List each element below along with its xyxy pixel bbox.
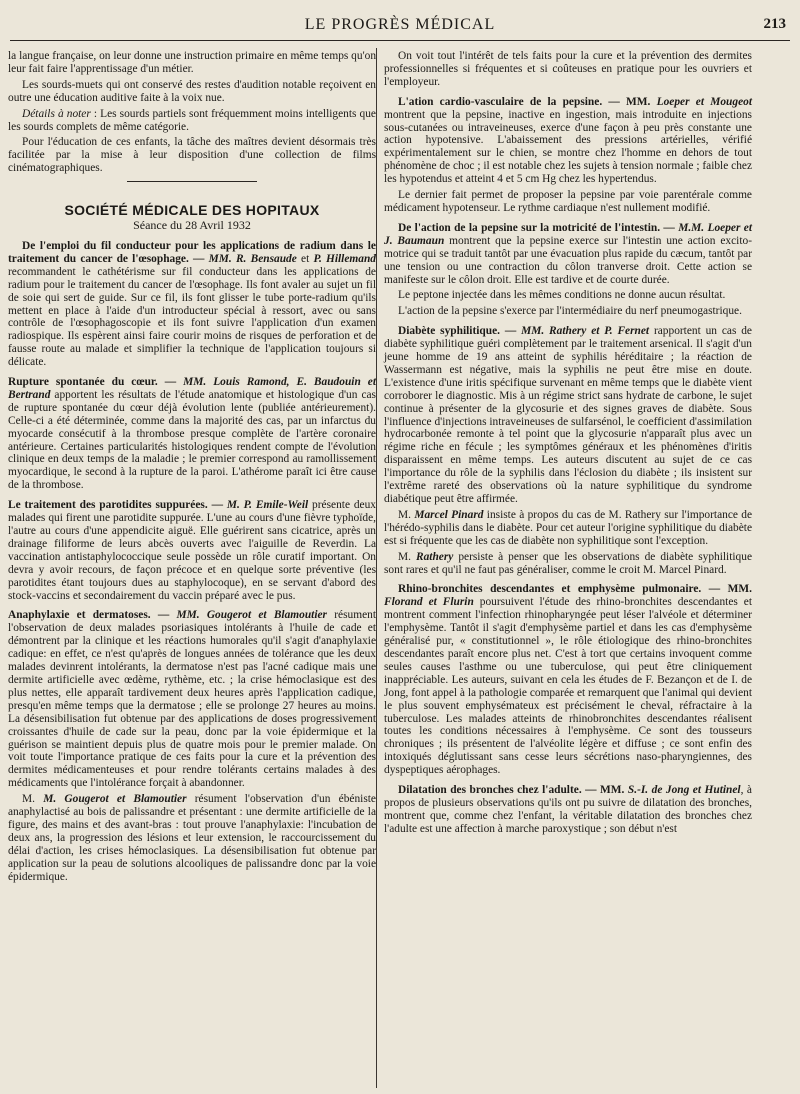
abstract-pinard [384,509,752,548]
abstract-text: persiste à penser que les observations de diabète syphilitique sont rares et qu'il ne faut pas généraliser, comme le croit M. Marcel Pinard. [384,550,753,576]
continuation-paragraph: On voit tout l'intérêt de tels faits pour la cure et la prévention des dermites professionnelles si fréquentes et si coûteuses en pratique pour les ouvriers et l'employeur. [384,50,752,88]
page-number: 213 [763,16,786,32]
intro-paragraph: Les sourds-muets qui ont conservé des restes d'audition notable reçoivent en outre une éducation auditive faite à la voix nue. [8,78,376,104]
abstract-title: Diabète syphilitique. — [398,325,522,338]
abstract-authors: MM. R. Bensaude [208,252,297,265]
abstract-anaphylaxie [8,609,376,790]
abstract-palissandre [8,793,376,883]
abstract-title: Rupture spontanée du cœur. — [8,376,184,389]
abstract-text: poursuivent l'étude des rhino-bronchites descendantes et montrent comment l'infection rhinopharyngée peut léser l'alvéole et déterminer l'emphysème. Tantôt il s'agit d'emphysème partiel et dans les cas d'emphysème généralisé pur, « constitutionnel », le rôle étiologique des rhino-bronchites descendantes paraît encore plus net. C'est à tort que certains invoquent comme seules causes l'asthme ou une tuberculose, qui peut être cliniquement inappréciable. Les auteurs, suivant en cela les études de F. Bezançon et de I. de Jong, font appel à la pathologie comparée et remarquent que l'animal qui devient le plus souvent emphysémateux est précisément le cheval, réfractaire à la tuberculose. Les malades atteints de rhinobronchites descendantes réalisent toutes les conditions nécessaires à l'emphysème. Ce sont des tousseurs chroniques ; ils présentent de l'alvéolite légère et diffuse ; ce sont enfin des intoxiqués déglutissant sans cesse leurs sécrétions naso-pharyngiennes, des dyspeptiques aérophages. [384,596,753,777]
details-label: Détails à noter [22,107,91,120]
intro-paragraph: la langue française, on leur donne une instruction primaire en même temps qu'on leur fait faire l'apprentissage d'un métier. [8,50,377,75]
abstract-authors: M.M. Loeper et J. Baumaun [384,221,752,247]
abstract-text: , à propos de plusieurs observations qu'ils ont pu suivre de dilatation des bronches, montrent que, comme chez l'enfant, la véritable dilatation des bronches chez l'adulte est une affection à marche paroxystique ; son début n'est [384,784,752,835]
abstract-parotidites [8,499,376,602]
abstract-title: L'ation cardio-vasculaire de la pepsine. — MM. [398,95,657,108]
abstract-authors: M. P. Emile-Weil [226,499,309,512]
abstract-lead: M. [22,793,44,806]
abstract-title: Rhino-bronchites descendantes et emphysème pulmonaire. — MM. [398,583,752,596]
journal-title: LE PROGRÈS MÉDICAL [304,16,496,33]
abstract-authors: Florand et Flurin [384,596,474,609]
details-text: : Les sourds partiels sont fréquemment moins intelligents que les sourds complets de même catégorie. [8,107,376,133]
abstract-authors: MM. Gougerot et Blamoutier [176,609,327,622]
abstract-lead: M. [398,550,416,563]
abstract-authors: Marcel Pinard [414,508,484,521]
section-rule [127,181,257,182]
abstract-title: De l'emploi du fil conducteur pour les applications de radium dans le traitement du cancer de l'œsophage. — [8,239,376,265]
abstract-authors: M. Gougerot et Blamoutier [43,793,187,806]
abstract-authors: MM. Rathery et P. Fernet [521,325,650,338]
column-divider [376,48,377,1088]
abstract-rupture [8,376,376,492]
abstract-title: Dilatation des bronches chez l'adulte. — MM. [398,784,628,797]
seance-date: Séance du 28 Avril 1932 [133,218,251,233]
abstract-connector: et [296,252,314,265]
abstract-text: présente deux malades qui firent une parotidite suppurée. L'une au cours d'une fièvre typhoïde, l'autre au cours d'une appendicite aiguë. Elle guérirent sans cicatrice, après un drainage filiforme de leurs abcès ouverts avec l'aiguille de Reverdin. La vaccination antistaphylococcique seule possède un rôle curatif important. On devra y avoir recours, de façon précoce et en quelque sorte préventive (les parotidites étant toujours dues au staphylocoque), en se servant d'abord des stock-vaccins et secondairement du vaccin préparé avec le pus. [8,499,377,602]
abstract-authors: Loeper et Mougeot [656,95,753,108]
abstract-text: résument l'observation de deux malades psoriasiques intolérants à l'huile de cade et démontrent par la clinique et les réactions humorales qu'il s'agit d'anaphylaxie cadique: en effet, ce n'est qu'après de longues années de tolérance que les deux malades devinrent intolérants, la dermatose n'est pas l'acné cadique mais une dermite artificielle avec œdème, rythème, etc. ; la crise hémoclasique est des plus nettes, elle apparaît tardivement deux heures après l'application cadique, presqu'en même temps que la dermatose ; elle se prolonge 27 heures au moins. La désensibilisation fut obtenue par des applications de doses progressivement croissantes d'huile de cade sur la peau, donc par la voie épidermique et la guérison se maintient depuis plus de quatre mois pour le premier malade. On voit toute l'importance pratique de ces faits pour la cure et la prévention des dermites médicamenteuses et pour rendre tolérants certains malades à des médicaments que l'intolérance forçait à abandonner. [8,609,376,790]
abstract-text: résument l'observation d'un ébéniste anaphylactisé au bois de palissandre et présentant : une dermite artificielle de la figure, des mains et des avant-bras : tout prouve l'anaphylaxie: l'incubation de deux ans, la progression des lésions et leur extension, le raccourcissement du délai d'action, les crises hémoclasiques. La désensibilisation fut obtenue par application sur la peau de solutions alcooliques de palissandre donc par la voie épidermique. [8,793,376,883]
films-paragraph: Pour l'éducation de ces enfants, la tâche des maîtres devient désormais très facilitée par la mise à leur disposition d'une collection de films cinématographiques. [8,136,376,175]
abstract-text: montrent que la pepsine, inactive en ingestion, mais introduite en injections sous-cutanées ou intraveineuses, exerce d'une façon à peu près constante une action hypotensive. L'abaissement des pressions artérielles, vérifié expérimentalement sur le chien, se montre chez l'homme en dehors de tout phénomène de choc ; il est notable chez les sujets à tension normale ; faible chez les hypotendus et atteint 4 et 5 cm Hg chez les hypertendus. [384,108,752,186]
abstract-authors: MM. Louis Ramond, E. Baudouin et Bertrand [8,376,376,401]
abstract-text: montrent que la pepsine exerce sur l'intestin une action excito-motrice qui se traduit tantôt par une évacuation plus rapide du cæcum, tantôt par une tension ou une contraction du côlon tranverse droit. Cette action se manifeste sur le côlon droit. Elle est tardive et de courte durée. [384,234,752,286]
details-paragraph [8,108,376,134]
abstract-diabete [384,325,752,506]
abstract-title: De l'action de la pepsine sur la motricité de l'intestin. — [398,221,679,234]
abstract-rhino-bronchites [384,583,752,777]
section-title: SOCIÉTÉ MÉDICALE DES HOPITAUX [64,202,320,219]
abstract-lead: M. [398,508,415,521]
abstract-pepsine-cardio-2: Le dernier fait permet de proposer la pepsine par voie parentérale comme médicament hypotenseur. Le rythme cardiaque n'est nullement modifié. [384,189,752,214]
abstract-text: apportent les résultats de l'étude anatomique et histologique d'un cas de rupture spontanée du cœur déjà évolution lente (publiée antérieurement). Celle-ci a été déterminée, comme dans la majorité des cas, par un infarctus du myocarde consécutif à la thrombose presque complète de l'artère coronaire antérieure. Certaines particularités histologiques rendent compte de l'évolution clinique en deux temps de la maladie ; le premier correspond au ramollissement myocardique, le second à la rupture de la paroi. L'athérome paraît ici être cause de la thrombose. [8,388,376,492]
abstract-text: rapportent un cas de diabète syphilitique guéri complètement par le traitement arsenical. Il s'agit d'un jeune homme de 19 ans atteint de syphilis héréditaire ; la réaction de Wassermann est négative, mais la syphilis ne peut être mise en doute. L'existence d'une iritis spécifique survenant en même temps que le diabète vient corroborer le diagnostic. Mis à un régime strict sans hydrate de carbone, le sujet continue à présenter de la glycosurie et des signes graves de diabète. Sous l'influence d'injections intraveineuses de sulfarsénol, le coefficient d'assimilation hydrocarbonée remonte à tel point que la glycosurie n'apparaît plus avec un régime riche en fécule ; les symptômes généraux et les phénomènes d'iritis disparaissent en même temps. Les auteurs discutent au sujet de ce cas l'importance du rôle de la syphilis dans l'éclosion du diabète ; ils insistent sur l'extrême rareté des observations où la nature syphilitique du syndrome diabétique peut être affirmée. [384,325,752,505]
abstract-pepsine-intestin-2: Le peptone injectée dans les mêmes conditions ne donne aucun résultat. [398,289,726,302]
abstract-authors: S.-I. de Jong et Hutinel [627,784,741,797]
abstract-text: insiste à propos du cas de M. Rathery sur l'importance de l'hérédo-syphilis dans le diabète. Pour cet auteur l'origine syphilitique du diabète est si fréquente que les cas de diabète non syphilitique sont l'exception. [384,508,753,547]
abstract-title: Anaphylaxie et dermatoses. — [8,609,177,622]
abstract-radium [8,240,376,369]
abstract-rathery [384,551,752,577]
left-column [8,50,376,886]
abstract-authors: Rathery [415,550,454,563]
abstract-pepsine-intestin [384,222,752,287]
abstract-pepsine-cardio [384,96,752,186]
abstract-authors: P. Hillemand [313,252,376,265]
abstract-pepsine-intestin-3: L'action de la pepsine s'exerce par l'intermédiaire du nerf pneumogastrique. [398,305,742,318]
abstract-dilatation [384,784,752,836]
running-head [10,14,790,41]
abstract-title: Le traitement des parotidites suppurées. — [8,499,227,512]
right-column [384,50,752,839]
abstract-text: recommandent le cathétérisme sur fil conducteur dans les applications de radium pour le traitement du cancer de l'œsophage. Ils font avaler au sujet un fil de soie qui sert de guide. Sur ce fil, ils font glisser le tube porte-radium qu'ils mettent en place à l'aide d'un introducteur spécial à ressort, avec ou sans contrôle de l'œsophagoscopie et ils font suivre l'application d'un examen radiospique. Ils espèrent ainsi faire courir moins de risques de perforation et de fausse route au malade et simplifier la technique de l'application toujours si délicate. [8,265,376,369]
